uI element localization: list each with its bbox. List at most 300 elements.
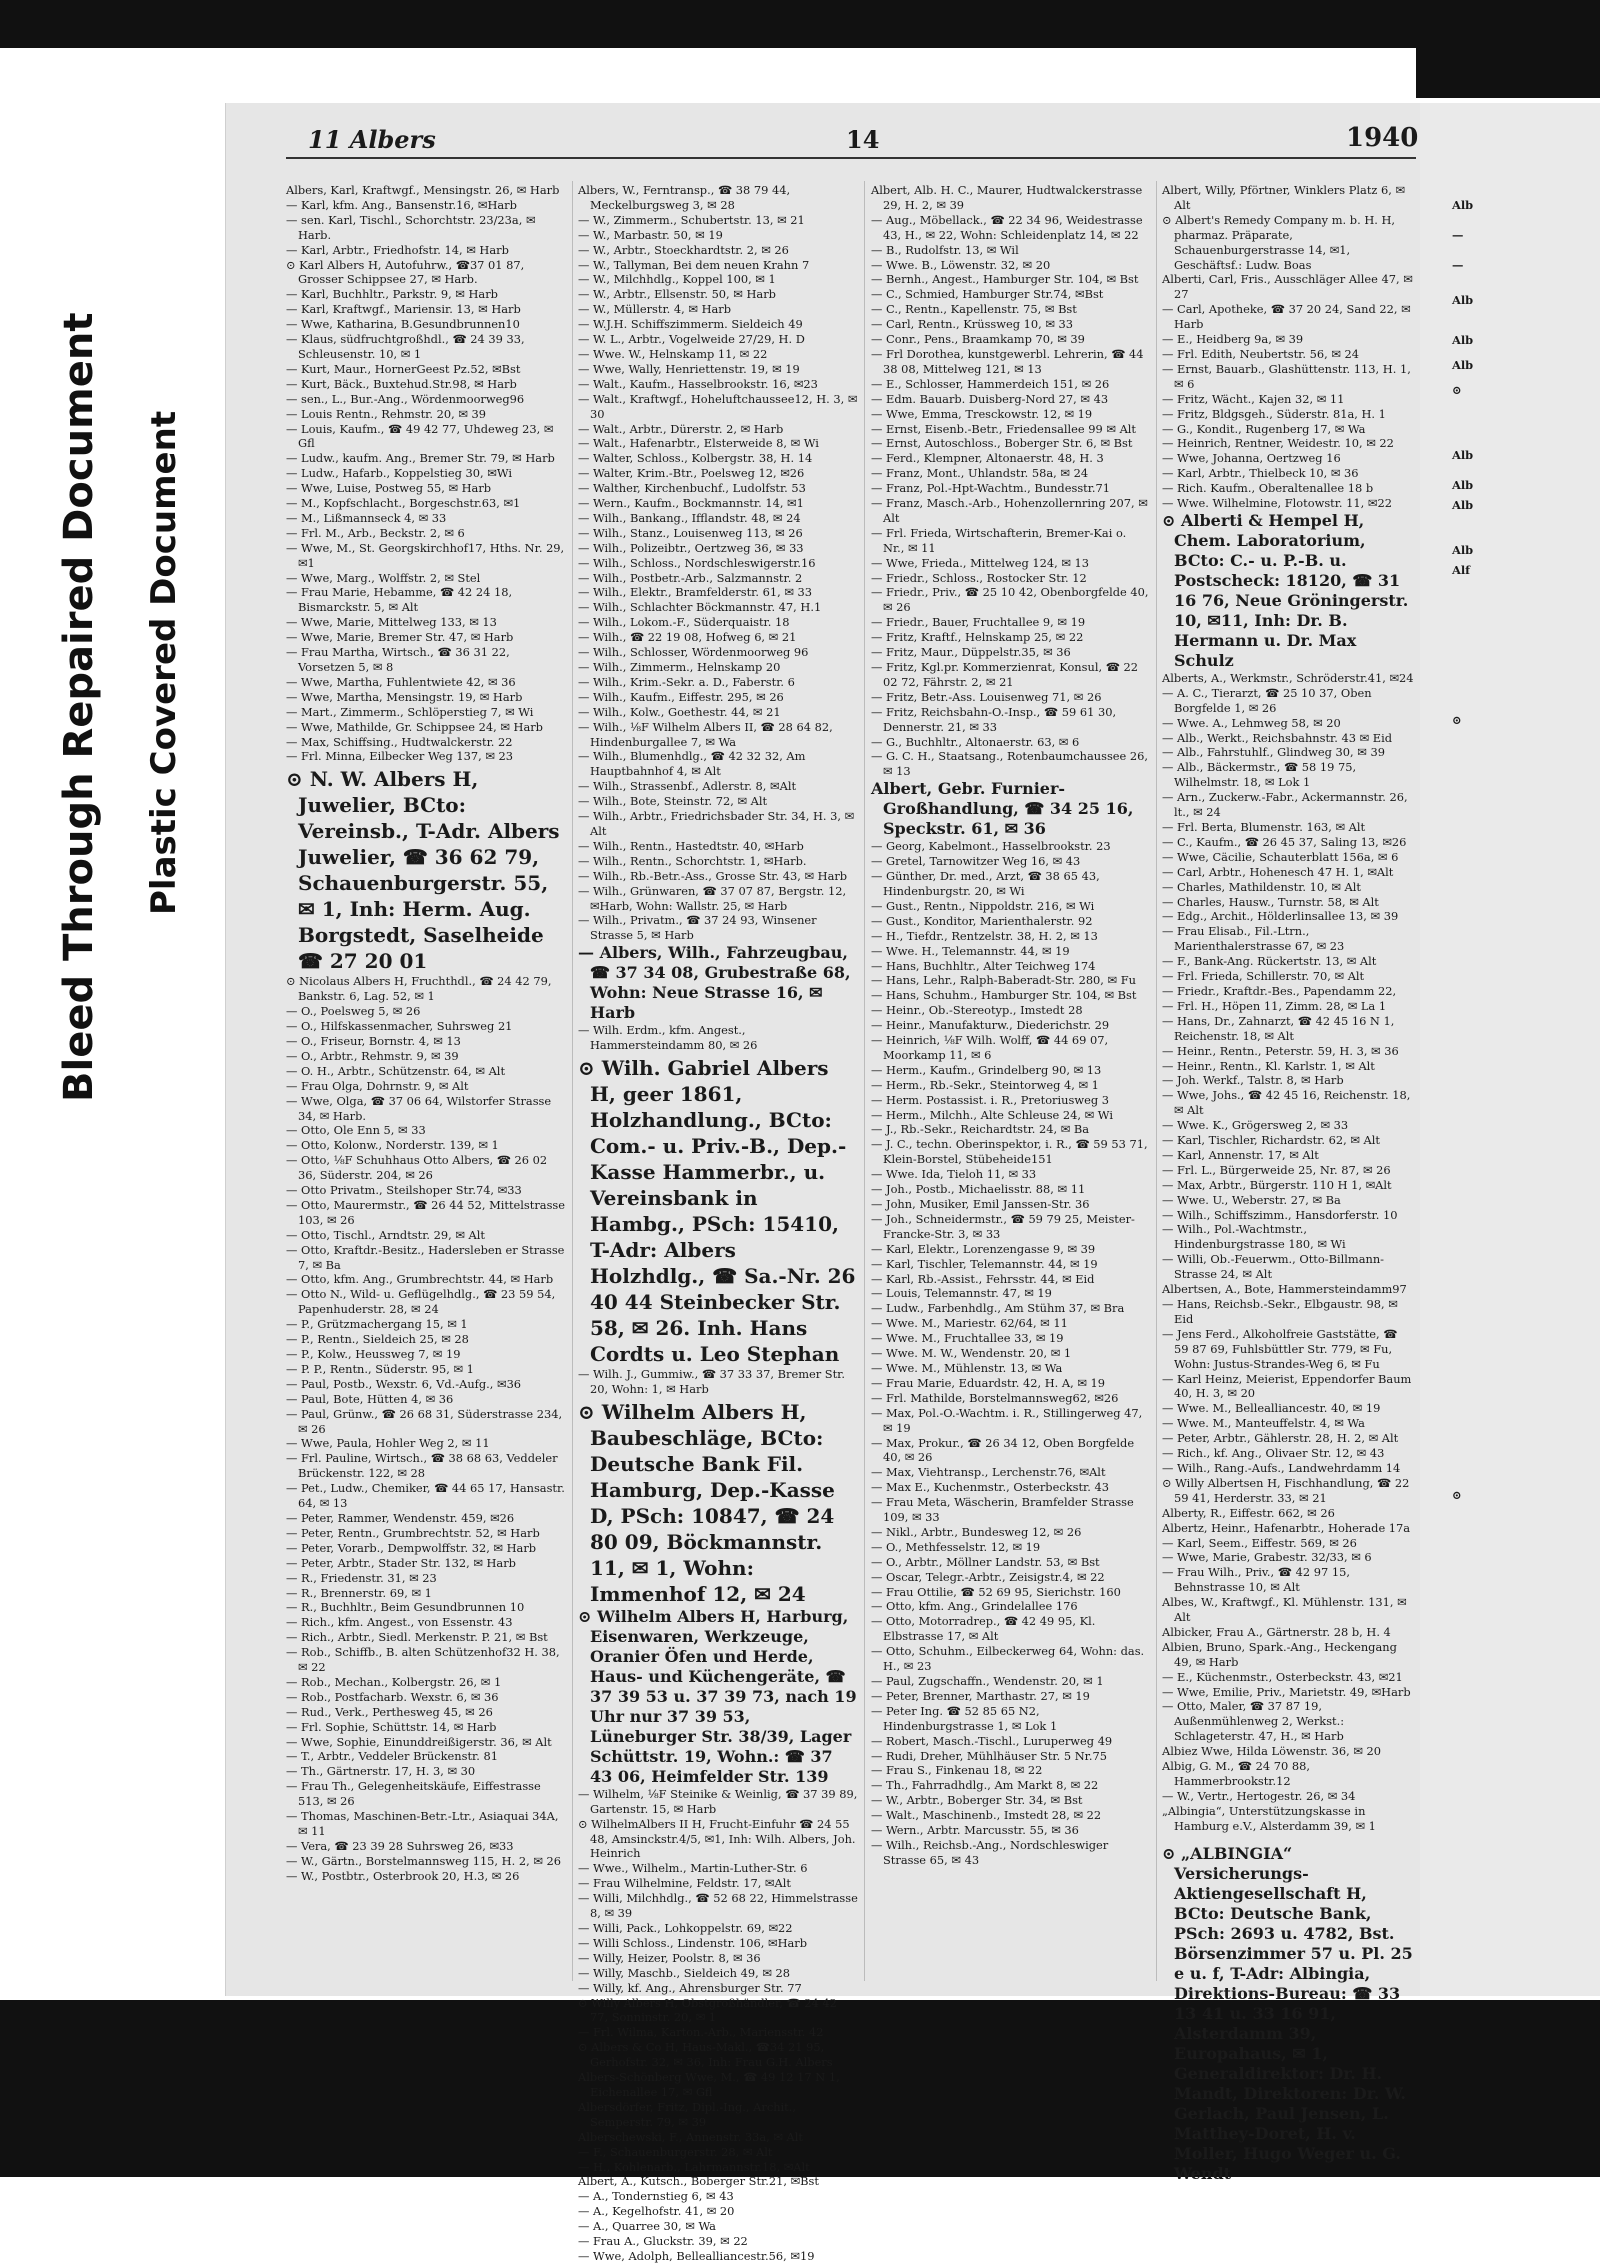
directory-entry: — John, Musiker, Emil Janssen-Str. 36 xyxy=(871,1197,1090,1211)
directory-entry: — Wilh., Elektr., Bramfelderstr. 61, ✉ 33 xyxy=(578,585,812,600)
directory-entry: — Paul, Zugschaffn., Wendenstr. 20, ✉ 1 xyxy=(871,1674,1104,1688)
directory-entry: — Kurt, Maur., HornerGeest Pz.52, ✉Bst xyxy=(286,361,521,376)
directory-entry: — Ernst, Autoschloss., Boberger Str. 6, ✉ Bst xyxy=(871,436,1133,451)
directory-entry: — Wwe. M., Mühlenstr. 13, ✉ Wa xyxy=(871,1360,1063,1375)
directory-entry: Albers, Karl, Kraftwgf., Mensingstr. 26, ✉ Harb xyxy=(286,183,560,197)
directory-entry: — Frau Meta, Wäscherin, Bramfelder Strasse 109, ✉ 33 xyxy=(871,1495,1134,1525)
directory-entry: Alberts, A., Werkmstr., Schröderstr.41, ✉24 xyxy=(1162,670,1414,685)
directory-entry: — Rich., Arbtr., Siedl. Merkenstr. P. 21, ✉ Bst xyxy=(286,1630,548,1645)
directory-entry: — Rich., kf. Ang., Olivaer Str. 12, ✉ 43 xyxy=(1162,1446,1385,1461)
directory-entry: — Wilh., Rentn., Schorchtstr. 1, ✉Harb. xyxy=(578,853,807,868)
directory-entry: — Gust., Rentn., Nippoldstr. 216, ✉ Wi xyxy=(871,898,1095,913)
directory-entry: — P., Rentn., Sieldeich 25, ✉ 28 xyxy=(286,1332,469,1347)
directory-entry: — Th., Fahrradhdlg., Am Markt 8, ✉ 22 xyxy=(871,1778,1099,1793)
facing-page-stub: Alb xyxy=(1452,198,1474,212)
directory-entry: — Alb., Fahrstuhlf., Glindweg 30, ✉ 39 xyxy=(1162,745,1385,760)
directory-entry: — Karl, Elektr., Lorenzengasse 9, ✉ 39 xyxy=(871,1241,1096,1256)
directory-entry: „Albingia“, Unterstützungskasse in Hamburg e.V., Alsterdamm 39, ✉ 1 xyxy=(1162,1803,1376,1833)
directory-entry: — Willi, Pack., Lohkoppelstr. 69, ✉22 xyxy=(578,1921,793,1935)
directory-entry: Albert, Willy, Pförtner, Winklers Platz 6, ✉ Alt xyxy=(1162,183,1406,212)
directory-entry: — Walt., Kraftwgf., Hoheluftchaussee12, H. 3, ✉ 30 xyxy=(578,391,858,421)
directory-entry: — Louis Rentn., Rehmstr. 20, ✉ 39 xyxy=(286,406,487,421)
directory-entry: — A., Quarree 30, ✉ Wa xyxy=(578,2219,716,2234)
directory-entry: — Walt., Hafenarbtr., Elsterweide 8, ✉ Wi xyxy=(578,436,819,451)
directory-entry: — Karl, Buchhltr., Parkstr. 9, ✉ Harb xyxy=(286,287,498,302)
directory-entry: — Carl, Rentn., Krüssweg 10, ✉ 33 xyxy=(871,317,1074,332)
bleed-through-label: Bleed Through Repaired Document xyxy=(56,312,102,1102)
directory-entry: — Wwe, M., St. Georgskirchhof17, Hths. Nr. 29, ✉1 xyxy=(286,540,565,570)
facing-page-stub: ⊙ xyxy=(1452,713,1462,727)
directory-entry: — Max, Schiffsing., Hudtwalckerstr. 22 xyxy=(286,734,513,749)
directory-entry: — Max, Pol.-O.-Wachtm. i. R., Stillingerweg 47, ✉ 19 xyxy=(871,1405,1143,1435)
directory-entry: — W., Marbastr. 50, ✉ 19 xyxy=(578,227,723,242)
directory-entry: — Wilh., Rb.-Betr.-Ass., Grosse Str. 43, ✉ Harb xyxy=(578,868,848,883)
directory-entry: — W., Arbtr., Boberger Str. 34, ✉ Bst xyxy=(871,1793,1083,1808)
directory-entry: — J. C., techn. Oberinspektor, i. R., ☎ 59 53 71, Klein-Borstel, Stübeheide151 xyxy=(871,1137,1148,1167)
directory-entry: — sen. Karl, Tischl., Schorchtstr. 23/23a, ✉ Harb. xyxy=(286,212,536,242)
directory-entry: Albiez Wwe, Hilda Löwenstr. 36, ✉ 20 xyxy=(1162,1744,1382,1759)
directory-entry: — Georg, Kabelmont., Hasselbrookstr. 23 xyxy=(871,839,1111,854)
directory-entry: — Rob., Mechan., Kolbergstr. 26, ✉ 1 xyxy=(286,1674,502,1689)
directory-entry: — Peter, Rentn., Grumbrechtstr. 52, ✉ Harb xyxy=(286,1525,540,1540)
facing-page-stub: Alf xyxy=(1452,563,1471,577)
directory-entry: — Frl. Pauline, Wirtsch., ☎ 38 68 63, Veddeler Brückenstr. 122, ✉ 28 xyxy=(286,1451,558,1481)
header-rule xyxy=(286,157,1416,159)
directory-entry: — Gust., Konditor, Marienthalerstr. 92 xyxy=(871,913,1093,928)
directory-entry: — Wilh., Zimmerm., Helnskamp 20 xyxy=(578,660,781,674)
directory-entry: — W., Tallyman, Bei dem neuen Krahn 7 xyxy=(578,257,810,272)
directory-entry: — Günther, Dr. med., Arzt, ☎ 38 65 43, Hindenburgstr. 20, ✉ Wi xyxy=(871,869,1100,898)
directory-entry: — C., Kaufm., ☎ 26 45 37, Saling 13, ✉26 xyxy=(1162,834,1407,849)
directory-entry: — E., Heidberg 9a, ✉ 39 xyxy=(1162,332,1304,347)
directory-entry: — Wilh., Bote, Steinstr. 72, ✉ Alt xyxy=(578,794,768,809)
directory-entry: — Wwe, Paula, Hohler Weg 2, ✉ 11 xyxy=(286,1436,490,1451)
directory-entry: — Walter, Schloss., Kolbergstr. 38, H. 14 xyxy=(578,451,813,466)
directory-entry: — Heinr., Ob.-Stereotyp., Imstedt 28 xyxy=(871,1003,1083,1018)
directory-entry: — E., Schlosser, Hammerdeich 151, ✉ 26 xyxy=(871,376,1110,391)
directory-entry: — Vera, ☎ 23 39 28 Suhrsweg 26, ✉33 xyxy=(286,1838,514,1853)
directory-entry: — C., Schmied, Hamburger Str.74, ✉Bst xyxy=(871,287,1104,302)
directory-entry: — Otto, Schuhm., Eilbeckerweg 64, Wohn: das. H., ✉ 23 xyxy=(871,1644,1145,1674)
directory-entry: — Karl, Seem., Eiffestr. 569, ✉ 26 xyxy=(1162,1535,1357,1550)
directory-entry: — Thomas, Maschinen-Betr.-Ltr., Asiaquai 34A, ✉ 11 xyxy=(286,1809,559,1838)
directory-entry: — Wwe, Johs., ☎ 42 45 16, Reichenstr. 18, ✉ Alt xyxy=(1162,1088,1411,1118)
directory-entry: — Peter, Brenner, Marthastr. 27, ✉ 19 xyxy=(871,1688,1090,1703)
directory-entry: — Ernst, Bauarb., Glashüttenstr. 113, H. 1, ✉ 6 xyxy=(1162,361,1411,391)
directory-entry: — O., Friseur, Bornstr. 4, ✉ 13 xyxy=(286,1033,461,1048)
directory-entry: — O., Methfesselstr. 12, ✉ 19 xyxy=(871,1539,1041,1554)
top-right-black-tab xyxy=(1416,48,1600,98)
directory-entry: — Wilh., ☎ 22 19 08, Hofweg 6, ✉ 21 xyxy=(578,630,797,645)
directory-entry: Albig, G. M., ☎ 24 70 88, Hammerbrookstr.12 xyxy=(1162,1759,1310,1788)
directory-entry: — H., Tiefdr., Rentzelstr. 38, H. 2, ✉ 13 xyxy=(871,928,1098,943)
directory-entry: — Wwe. U., Weberstr. 27, ✉ Ba xyxy=(1162,1192,1341,1207)
directory-entry: Albersdörfer, Fritz, Dipl.-Ing., Archit., Semperstr. 79, ✉ 39 xyxy=(578,2099,797,2129)
directory-entry: — Frau Wilh., Priv., ☎ 42 97 15, Behnstrasse 10, ✉ Alt xyxy=(1162,1565,1350,1595)
facing-page-stub: — xyxy=(1452,258,1464,272)
directory-entry: — Wwe. M. W., Wendenstr. 20, ✉ 1 xyxy=(871,1346,1072,1361)
directory-entry: — W., Müllerstr. 4, ✉ Harb xyxy=(578,302,732,317)
directory-entry: — Frl. Edith, Neubertstr. 56, ✉ 24 xyxy=(1162,346,1359,361)
directory-entry: — Frl. M., Arb., Beckstr. 2, ✉ 6 xyxy=(286,525,465,540)
directory-entry: — Otto, Kraftdr.-Besitz., Hadersleben er Strasse 7, ✉ Ba xyxy=(286,1242,565,1272)
directory-entry: — G. C. H., Staatsang., Rotenbaumchaussee 26, ✉ 13 xyxy=(871,749,1149,779)
directory-entry: — Wilh., ⅛F Wilhelm Albers II, ☎ 28 64 82, Hindenburgallee 7, ✉ Wa xyxy=(578,719,833,749)
directory-entry: — Frl. Berta, Blumenstr. 163, ✉ Alt xyxy=(1162,820,1366,834)
directory-entry: — Fritz, Maur., Düppelstr.35, ✉ 36 xyxy=(871,645,1071,660)
facing-page-stub: ⊙ xyxy=(1452,1488,1462,1502)
directory-entry: — Karl, Arbtr., Thielbeck 10, ✉ 36 xyxy=(1162,466,1359,481)
directory-entry: — Nikl., Arbtr., Bundesweg 12, ✉ 26 xyxy=(871,1524,1082,1539)
directory-entry: — W., Milchhdlg., Koppel 100, ✉ 1 xyxy=(578,272,776,287)
directory-entry: ⊙ Albert's Remedy Company m. b. H. H, pharmaz. Präparate, Schauenburgerstrasse 14, ✉1, Geschäftsf.: Ludw. Boas xyxy=(1162,212,1396,272)
directory-entry: — Wilh. J., Gummiw., ☎ 37 33 37, Bremer Str. 20, Wohn: 1, ✉ Harb xyxy=(578,1367,845,1396)
directory-entry: — Edg., Archit., Hölderlinsallee 13, ✉ 39 xyxy=(1162,909,1399,924)
directory-entry: — A. C., Tierarzt, ☎ 25 10 37, Oben Borgfelde 1, ✉ 26 xyxy=(1162,685,1372,715)
directory-entry: — Max, Prokur., ☎ 26 34 12, Oben Borgfelde 40, ✉ 26 xyxy=(871,1435,1135,1465)
directory-entry: — Wilh., Strassenbf., Adlerstr. 8, ✉Alt xyxy=(578,779,797,794)
directory-entry: — Ferd., Klempner, Altonaerstr. 48, H. 3 xyxy=(871,451,1104,466)
directory-entry: — Mart., Zimmerm., Schlöperstieg 7, ✉ Wi xyxy=(286,704,534,719)
directory-entry: — Max, Arbtr., Bürgerstr. 110 H 1, ✉Alt xyxy=(1162,1177,1392,1192)
directory-entry: — Aug., Möbellack., ☎ 22 34 96, Weidestrasse 43, H., ✉ 22, Wohn: Schleidenplatz 14, ✉ 22 xyxy=(871,212,1143,242)
plastic-covered-label: Plastic Covered Document xyxy=(144,410,184,915)
directory-entry: — Wilh., Arbtr., Friedrichsbader Str. 34, H. 3, ✉ Alt xyxy=(578,809,855,838)
directory-entry: Albicker, Frau A., Gärtnerstr. 28 b, H. 4 xyxy=(1162,1624,1391,1639)
directory-entry: — Peter, Vorarb., Dempwolffstr. 32, ✉ Harb xyxy=(286,1540,537,1555)
directory-entry: — Friedr., Schloss., Rostocker Str. 12 xyxy=(871,570,1087,585)
directory-entry: Alberti, Carl, Fris., Ausschläger Allee 47, ✉ 27 xyxy=(1162,272,1413,302)
directory-entry: — Wwe, Sophie, Einunddreißigerstr. 36, ✉ Alt xyxy=(286,1734,552,1749)
directory-entry: — Wwe. Wilhelmine, Flotowstr. 11, ✉22 xyxy=(1162,496,1392,511)
directory-entry: — Herm. Postassist. i. R., Pretoriusweg 3 xyxy=(871,1092,1109,1107)
directory-entry: ⊙ Willy Albers H, Obstgroßhändler, ☎ 24 42 77, Sonninstr. 20, ✉ 1 xyxy=(578,1995,837,2025)
directory-entry: — G., Kondit., Rugenberg 17, ✉ Wa xyxy=(1162,421,1366,436)
column-divider xyxy=(1156,181,1157,1981)
directory-entry: — Frl. L., Bürgerweide 25, Nr. 87, ✉ 26 xyxy=(1162,1162,1391,1177)
directory-entry: — Wwe. A., Lehmweg 58, ✉ 20 xyxy=(1162,715,1341,730)
column-divider xyxy=(572,181,573,1981)
directory-entry: — H., Kohlenarb., Lahrmannstr.18, ✉Alt xyxy=(578,2159,810,2174)
directory-entry: — Frau Marie, Eduardstr. 42, H. A, ✉ 19 xyxy=(871,1375,1105,1390)
facing-page-stub: — xyxy=(1452,228,1464,242)
directory-entry: — Willi Schloss., Lindenstr. 106, ✉Harb xyxy=(578,1935,808,1950)
directory-entry: — Peter Ing. ☎ 52 85 65 N2, Hindenburgstrasse 1, ✉ Lok 1 xyxy=(871,1703,1058,1733)
directory-entry: — Wwe, Cäcilie, Schauterblatt 156a, ✉ 6 xyxy=(1162,849,1399,864)
facing-page-stub: Alb xyxy=(1452,478,1474,492)
directory-entry: — Franz, Mont., Uhlandstr. 58a, ✉ 24 xyxy=(871,466,1089,481)
directory-entry: — Wilh., Kolw., Goethestr. 44, ✉ 21 xyxy=(578,704,781,719)
directory-entry: — Wilh., Grünwaren, ☎ 37 07 87, Bergstr. 12, ✉Harb, Wohn: Wallstr. 25, ✉ Harb xyxy=(578,883,847,913)
directory-entry: ⊙ WilhelmAlbers II H, Frucht-Einfuhr ☎ 24 55 48, Amsinckstr.4/5, ✉1, Inh: Wilh. Albers, Joh. Heinrich xyxy=(578,1816,856,1861)
directory-entry: — Willi, Ob.-Feuerwm., Otto-Billmann-Strasse 24, ✉ Alt xyxy=(1162,1252,1384,1282)
directory-entry: — Wilh., Rentn., Hastedtstr. 40, ✉Harb xyxy=(578,838,804,853)
directory-entry: — Wilh., Blumenhdlg., ☎ 42 32 32, Am Hauptbahnhof 4, ✉ Alt xyxy=(578,749,806,779)
directory-entry: — Frau Th., Gelegenheitskäufe, Eiffestrasse 513, ✉ 26 xyxy=(286,1779,541,1809)
directory-entry: — Willy, Heizer, Poolstr. 8, ✉ 36 xyxy=(578,1950,761,1965)
directory-entry: — Frau Marie, Hebamme, ☎ 42 24 18, Bismarckstr. 5, ✉ Alt xyxy=(286,585,513,615)
directory-entry: — Alb., Werkt., Reichsbahnstr. 43 ✉ Eid xyxy=(1162,730,1393,745)
directory-entry: — Friedr., Bauer, Fruchtallee 9, ✉ 19 xyxy=(871,615,1086,630)
directory-entry: — J., Rb.-Sekr., Reichardtstr. 24, ✉ Ba xyxy=(871,1122,1090,1137)
directory-entry: — Wilh., Pol.-Wachtmstr., Hindenburgstrasse 180, ✉ Wi xyxy=(1162,1222,1346,1252)
directory-entry: — M., Lißmannseck 4, ✉ 33 xyxy=(286,510,447,525)
directory-entry: — Otto, Ole Enn 5, ✉ 33 xyxy=(286,1123,426,1138)
directory-entry: — Conr., Pens., Braamkamp 70, ✉ 39 xyxy=(871,332,1085,347)
directory-entry: — P. P., Rentn., Süderstr. 95, ✉ 1 xyxy=(286,1361,474,1376)
directory-entry: — W.J.H. Schiffszimmerm. Sieldeich 49 xyxy=(578,317,803,332)
directory-entry: — Joh., Schneidermstr., ☎ 59 79 25, Meister-Francke-Str. 3, ✉ 33 xyxy=(871,1211,1135,1241)
directory-entry: — Heinrich, ⅛F Wilh. Wolff, ☎ 44 69 07, Moorkamp 11, ✉ 6 xyxy=(871,1033,1109,1062)
directory-entry: — Th., Gärtnerstr. 17, H. 3, ✉ 30 xyxy=(286,1764,476,1779)
directory-entry: — Wwe. B., Löwenstr. 32, ✉ 20 xyxy=(871,257,1051,272)
directory-entry: — E., Küchenmstr., Osterbeckstr. 43, ✉21 xyxy=(1162,1669,1403,1684)
directory-entry: Albertz, Heinr., Hafenarbtr., Hoherade 17a xyxy=(1162,1520,1411,1535)
directory-entry: — Herm., Milchh., Alte Schleuse 24, ✉ Wi xyxy=(871,1107,1113,1122)
directory-entry: — Franz, Masch.-Arb., Hohenzollernring 207, ✉ Alt xyxy=(871,496,1148,525)
directory-entry: — Frl. Sophie, Schüttstr. 14, ✉ Harb xyxy=(286,1719,497,1734)
directory-entry: — Wern., Kaufm., Bockmannstr. 14, ✉1 xyxy=(578,496,804,511)
directory-entry: ⊙ Wilhelm Albers H, Baubeschläge, BCto: Deutsche Bank Fil. Hamburg, Dep.-Kasse D, PSch: 10847, ☎ 24 80 09, Böckmannstr. 11, ✉ 1, Wohn: Immenhof 12, ✉ 24 xyxy=(578,1399,835,1606)
directory-entry: — Karl, Arbtr., Friedhofstr. 14, ✉ Harb xyxy=(286,242,509,257)
directory-entry: — Walther, Kirchenbuchf., Ludolfstr. 53 xyxy=(578,481,806,496)
directory-entry: — Frl. Mathilde, Borstelmannsweg62, ✉26 xyxy=(871,1390,1119,1405)
directory-entry: — Wwe, Mathilde, Gr. Schippsee 24, ✉ Harb xyxy=(286,719,543,734)
directory-entry: — Franz, Pol.-Hpt-Wachtm., Bundesstr.71 xyxy=(871,481,1111,496)
directory-entry: — Peter, Arbtr., Gählerstr. 28, H. 2, ✉ Alt xyxy=(1162,1431,1399,1446)
directory-entry: — Otto, Motorradrep., ☎ 42 49 95, Kl. Elbstrasse 17, ✉ Alt xyxy=(871,1614,1096,1644)
directory-entry: — Frl. Wilma, Karton.-Arb., Mariensstr. 42 xyxy=(578,2025,824,2040)
directory-entry: — Otto Privatm., Steilshoper Str.74, ✉33 xyxy=(286,1183,522,1198)
directory-entry: — Wilh., Privatm., ☎ 37 24 93, Winsener Strasse 5, ✉ Harb xyxy=(578,913,817,943)
directory-entry: — Willy, Maschb., Sieldeich 49, ✉ 28 xyxy=(578,1965,791,1980)
directory-entry: — Ludw., kaufm. Ang., Bremer Str. 79, ✉ Harb xyxy=(286,451,555,466)
directory-entry: — Rob., Schiffb., B. alten Schützenhof32 H. 38, ✉ 22 xyxy=(286,1645,560,1675)
directory-entry: ⊙ Wilhelm Albers H, Harburg, Eisenwaren, Werkzeuge, Oranier Öfen und Herde, Haus- und Küchengeräte, ☎ 37 39 53 u. 37 39 73, nach 19 Uhr nur 37 39 53, Lüneburger Str. 38/39, Lager Schüttstr. 19, Wohn.: ☎ 37 43 06, Heimfelder Str. 139 xyxy=(578,1606,857,1786)
directory-entry: — G., Buchhltr., Altonaerstr. 63, ✉ 6 xyxy=(871,734,1080,749)
directory-entry: ⊙ „ALBINGIA“ Versicherungs-Aktiengesellschaft H, BCto: Deutsche Bank, PSch: 2693 u. 4782, Bst. Börsenzimmer 57 u. Pl. 25 e u. f, T-Adr: Albingia, Direktions-Bureau: ☎ 33 13 41 u. 33 16 91, Alsterdamm 39, Europahaus, ✉ 1, Generaldirektor: Dr. H. Mandt, Direktoren: Dr. W. Gerlach, Paul Jensen, L. Matthey-Doret, H. v. Moller, Hugo Weger u. G. Wendt xyxy=(1162,1843,1413,2183)
directory-entry: — Robert, Masch.-Tischl., Luruperweg 49 xyxy=(871,1733,1113,1748)
directory-entry: ⊙ Karl Albers H, Autofuhrw., ☎37 01 87, Grosser Schippsee 27, ✉ Harb. xyxy=(286,257,525,287)
directory-entry: — Frau A., Gluckstr. 39, ✉ 22 xyxy=(578,2234,748,2249)
directory-entry: — Wilh. Erdm., kfm. Angest., Hammersteindamm 80, ✉ 26 xyxy=(578,1023,758,1053)
directory-entry: — Wwe, Luise, Postweg 55, ✉ Harb xyxy=(286,481,492,496)
directory-entry: — Karl, Tischler, Telemannstr. 44, ✉ 19 xyxy=(871,1256,1098,1271)
directory-entry: — Wwe, Frieda., Mittelweg 124, ✉ 13 xyxy=(871,555,1090,570)
directory-entry: — Wilh., Kaufm., Eiffestr. 295, ✉ 26 xyxy=(578,689,784,704)
directory-entry: — Jens Ferd., Alkoholfreie Gaststätte, ☎ 59 87 69, Fuhlsbüttler Str. 779, ✉ Fu, Wohn: Justus-Strandes-Weg 6, ✉ Fu xyxy=(1162,1326,1398,1371)
directory-entry: — O., Hilfskassenmacher, Suhrsweg 21 xyxy=(286,1019,513,1034)
directory-entry: — R., Buchhltr., Beim Gesundbrunnen 10 xyxy=(286,1600,525,1615)
facing-page-stub: Alb xyxy=(1452,293,1474,307)
directory-entry: — R., Brennerstr. 69, ✉ 1 xyxy=(286,1585,432,1600)
directory-entry: — Wwe. K., Grögersweg 2, ✉ 33 xyxy=(1162,1118,1349,1133)
directory-entry: — Otto, kfm. Ang., Grumbrechtstr. 44, ✉ Harb xyxy=(286,1272,554,1287)
directory-entry: — Wwe, Marie, Bremer Str. 47, ✉ Harb xyxy=(286,630,514,645)
directory-entry: — Friedr., Priv., ☎ 25 10 42, Obenborgfelde 40, ✉ 26 xyxy=(871,585,1149,615)
directory-entry: — Frl. Frieda, Wirtschafterin, Bremer-Kai o. Nr., ✉ 11 xyxy=(871,525,1127,555)
directory-entry: — Hans, Buchhltr., Alter Teichweg 174 xyxy=(871,958,1096,973)
directory-entry: — Otto, kfm. Ang., Grindelallee 176 xyxy=(871,1599,1078,1614)
directory-entry: ⊙ Willy Albertsen H, Fischhandlung, ☎ 22 59 41, Herderstr. 33, ✉ 21 xyxy=(1162,1475,1410,1505)
directory-entry: — F., Bank-Ang. Rückertstr. 13, ✉ Alt xyxy=(1162,954,1377,969)
column-divider xyxy=(864,181,865,1981)
directory-entry: — A., Tondernstieg 6, ✉ 43 xyxy=(578,2189,734,2204)
directory-entry: — Wwe. H., Telemannstr. 44, ✉ 19 xyxy=(871,943,1070,958)
directory-entry: — T., Arbtr., Veddeler Brückenstr. 81 xyxy=(286,1749,498,1764)
directory-page xyxy=(225,103,1421,2263)
directory-entry: — Herm., Kaufm., Grindelberg 90, ✉ 13 xyxy=(871,1062,1102,1077)
directory-entry: — Otto, ⅛F Schuhhaus Otto Albers, ☎ 26 02 36, Süderstr. 204, ✉ 26 xyxy=(286,1153,548,1183)
directory-entry: — Wilh., Stanz., Louisenweg 113, ✉ 26 xyxy=(578,525,803,540)
directory-entry: — Wilh., Reichsb.-Ang., Nordschleswiger Strasse 65, ✉ 43 xyxy=(871,1837,1109,1867)
directory-entry: — Wilh., Schloss., Nordschleswigerstr.16 xyxy=(578,555,816,570)
directory-entry: Albert, Gebr. Furnier-Großhandlung, ☎ 34 25 16, Speckstr. 61, ✉ 36 xyxy=(871,779,1134,839)
directory-entry: — Fritz, Bldgsgeh., Süderstr. 81a, H. 1 xyxy=(1162,406,1386,421)
directory-entry: — Otto, Kolonw., Norderstr. 139, ✉ 1 xyxy=(286,1138,499,1153)
directory-entry: — Wwe, Adolph, Bellealliancestr.56, ✉19 xyxy=(578,2248,815,2263)
directory-entry: — Fritz, Kgl.pr. Kommerzienrat, Konsul, ☎ 22 02 72, Fährstr. 2, ✉ 21 xyxy=(871,660,1139,689)
directory-entry: — Gretel, Tarnowitzer Weg 16, ✉ 43 xyxy=(871,854,1081,869)
directory-entry: — Fritz, Betr.-Ass. Louisenweg 71, ✉ 26 xyxy=(871,689,1102,704)
directory-entry: Albers, W., Ferntransp., ☎ 38 79 44, Meckelburgsweg 3, ✉ 28 xyxy=(578,183,791,212)
directory-entry: — Wilh., Rang.-Aufs., Landwehrdamm 14 xyxy=(1162,1460,1401,1475)
directory-entry: — Wwe, Johanna, Oertzweg 16 xyxy=(1162,451,1341,466)
directory-entry: — Frl. Minna, Eilbecker Weg 137, ✉ 23 xyxy=(286,749,514,764)
directory-entry: — Wwe, Emma, Tresckowstr. 12, ✉ 19 xyxy=(871,406,1093,421)
directory-entry: — Wilh., Polizeibtr., Oertzweg 36, ✉ 33 xyxy=(578,540,804,555)
directory-entry: Alberschewski, F., Annenstr. 33a, ✉ Alt xyxy=(578,2129,803,2144)
directory-entry: — Wwe, Wally, Henriettenstr. 19, ✉ 19 xyxy=(578,361,800,376)
facing-page-stub: Alb xyxy=(1452,543,1474,557)
directory-entry: — W., Vertr., Hertogestr. 26, ✉ 34 xyxy=(1162,1788,1356,1803)
directory-entry: — Wwe. W., Helnskamp 11, ✉ 22 xyxy=(578,346,768,361)
directory-entry: — Frl. Frieda, Schillerstr. 70, ✉ Alt xyxy=(1162,969,1365,984)
directory-entry: Albert, A., Kutsch., Boberger Str.21, ✉Bst xyxy=(578,2174,819,2189)
directory-entry: — Wwe, Katharina, B.Gesundbrunnen10 xyxy=(286,317,520,332)
directory-entry: — Heinr., Rentn., Kl. Karlstr. 1, ✉ Alt xyxy=(1162,1058,1375,1073)
directory-entry: ⊙ Nicolaus Albers H, Fruchthdl., ☎ 24 42 79, Bankstr. 6, Lag. 52, ✉ 1 xyxy=(286,974,552,1004)
directory-entry: — Arn., Zuckerw.-Fabr., Ackermannstr. 26, lt., ✉ 24 xyxy=(1162,790,1408,820)
directory-entry: — Willi, Milchhdlg., ☎ 52 68 22, Himmelstrasse 8, ✉ 39 xyxy=(578,1891,858,1921)
directory-entry: — Willy, kf. Ang., Ahrensburger Str. 77 xyxy=(578,1980,802,1995)
directory-entry: — Wwe. M., Mariestr. 62/64, ✉ 11 xyxy=(871,1316,1068,1331)
directory-entry: — Wilhelm, ⅛F Steinike & Weinlig, ☎ 37 39 89, Gartenstr. 15, ✉ Harb xyxy=(578,1786,858,1816)
directory-entry: — B., Rudolfstr. 13, ✉ Wil xyxy=(871,242,1019,257)
directory-entry: — Bernh., Angest., Hamburger Str. 104, ✉ Bst xyxy=(871,272,1139,287)
directory-entry: — O., Poelsweg 5, ✉ 26 xyxy=(286,1004,421,1019)
directory-entry: — Ernst, Eisenb.-Betr., Friedensallee 99 ✉ Alt xyxy=(871,421,1137,436)
directory-entry: — Wwe, Martha, Fuhlentwiete 42, ✉ 36 xyxy=(286,674,516,689)
directory-entry: — Otto N., Wild- u. Geflügelhdlg., ☎ 23 59 54, Papenhuderstr. 28, ✉ 24 xyxy=(286,1287,556,1317)
directory-entry: — Charles, Mathildenstr. 10, ✉ Alt xyxy=(1162,879,1361,894)
directory-entry: — Wwe. Ida, Tieloh 11, ✉ 33 xyxy=(871,1167,1037,1182)
directory-entry: — Kurt, Bäck., Buxtehud.Str.98, ✉ Harb xyxy=(286,376,517,391)
directory-entry: Albertsen, A., Bote, Hammersteindamm97 xyxy=(1162,1282,1407,1297)
directory-entry: — Friedr., Kraftdr.-Bes., Papendamm 22, xyxy=(1162,983,1397,998)
directory-entry: — Wwe, Marie, Mittelweg 133, ✉ 13 xyxy=(286,615,497,630)
directory-entry: — Paul, Bote, Hütten 4, ✉ 36 xyxy=(286,1391,454,1406)
directory-entry: ⊙ Albers & Co H, Haus-Makl., ☎34 21 95, Gerhofstr. 32, ✉ 36, Inh: Frau G.H. Albers xyxy=(578,2040,833,2070)
directory-entry: — Wilh., Bankang., Ifflandstr. 48, ✉ 24 xyxy=(578,510,801,525)
facing-page-stub: Alb xyxy=(1452,358,1474,372)
directory-entry: — Frl. H., Höpen 11, Zimm. 28, ✉ La 1 xyxy=(1162,998,1387,1013)
directory-entry: — Ludw., Hafarb., Koppelstieg 30, ✉Wi xyxy=(286,466,512,481)
directory-entry: Albers-Schönberg Wwe, M., ☎ 49 12 17 N 1, Eichenallee 17, ✉ Gfl xyxy=(578,2070,840,2099)
directory-entry: — Pet., Ludw., Chemiker, ☎ 44 65 17, Hansastr. 64, ✉ 13 xyxy=(286,1481,565,1511)
directory-entry: — Peter, Arbtr., Stader Str. 132, ✉ Harb xyxy=(286,1555,516,1570)
directory-entry: — Fritz, Wächt., Kajen 32, ✉ 11 xyxy=(1162,391,1345,406)
page-header xyxy=(226,103,1421,155)
directory-entry: — Rudi, Dreher, Mühlhäuser Str. 5 Nr.75 xyxy=(871,1748,1107,1763)
directory-entry: — Frau Wilhelmine, Feldstr. 17, ✉Alt xyxy=(578,1876,791,1891)
directory-entry: Alberty, R., Eiffestr. 662, ✉ 26 xyxy=(1162,1505,1335,1520)
directory-entry: — Wern., Arbtr. Marcusstr. 55, ✉ 36 xyxy=(871,1823,1079,1838)
directory-entry: — Carl, Apotheke, ☎ 37 20 24, Sand 22, ✉ Harb xyxy=(1162,302,1411,332)
directory-entry: — M., Kopfschlacht., Borgeschstr.63, ✉1 xyxy=(286,496,521,511)
directory-entry: — Karl Heinz, Meierist, Eppendorfer Baum 40, H. 3, ✉ 20 xyxy=(1162,1371,1412,1401)
directory-entry: — Karl, kfm. Ang., Bansenstr.16, ✉Harb xyxy=(286,197,517,212)
directory-entry: — O., Arbtr., Möllner Landstr. 53, ✉ Bst xyxy=(871,1554,1100,1569)
facing-page-stub: Alb xyxy=(1452,498,1474,512)
top-left-black-margin xyxy=(0,0,1600,48)
directory-entry: — W., Zimmerm., Schubertstr. 13, ✉ 21 xyxy=(578,212,805,227)
directory-entry: — Wwe. M., Manteuffelstr. 4, ✉ Wa xyxy=(1162,1416,1365,1431)
directory-entry: ⊙ Alberti & Hempel H, Chem. Laboratorium, BCto: C.- u. P.-B. u. Postscheck: 18120, ☎ 31 16 76, Neue Gröningerstr. 10, ✉11, Inh: Dr. B. Hermann u. Dr. Max Schulz xyxy=(1162,510,1409,670)
entry-spacer xyxy=(1162,1834,1414,1844)
directory-entry: — Joh. Werkf., Talstr. 8, ✉ Harb xyxy=(1162,1073,1344,1088)
directory-entry: — Frau Ottilie, ☎ 52 69 95, Sierichstr. 160 xyxy=(871,1584,1121,1599)
directory-entry: — Karl, Kraftwgf., Mariensir. 13, ✉ Harb xyxy=(286,302,521,317)
directory-entry: — Herm., Rb.-Sekr., Steintorweg 4, ✉ 1 xyxy=(871,1077,1099,1092)
directory-entry: — Max, Viehtransp., Lerchenstr.76, ✉Alt xyxy=(871,1465,1106,1480)
directory-entry: — Wwe, Olga, ☎ 37 06 64, Wilstorfer Strasse 34, ✉ Harb. xyxy=(286,1093,552,1123)
column-2 xyxy=(578,183,858,2263)
directory-entry: — Fritz, Kraftf., Helnskamp 25, ✉ 22 xyxy=(871,630,1084,645)
directory-entry: — Otto, Maler, ☎ 37 87 19, Außenmühlenweg 2, Werkst.: Schlageterstr. 47, H., ✉ Harb xyxy=(1162,1699,1345,1744)
directory-entry: — Otto, Tischl., Arndtstr. 29, ✉ Alt xyxy=(286,1227,485,1242)
directory-entry: — Wilh., Schlachter Böckmannstr. 47, H.1 xyxy=(578,600,822,615)
directory-entry: — Rud., Verk., Perthesweg 45, ✉ 26 xyxy=(286,1704,493,1719)
directory-entry: — Frau Olga, Dohrnstr. 9, ✉ Alt xyxy=(286,1078,469,1093)
directory-entry: — Edm. Bauarb. Duisberg-Nord 27, ✉ 43 xyxy=(871,391,1109,406)
directory-entry: Albes, W., Kraftwgf., Kl. Mühlenstr. 131, ✉ Alt xyxy=(1162,1595,1407,1625)
directory-entry: — Walt., Maschinenb., Imstedt 28, ✉ 22 xyxy=(871,1808,1102,1823)
directory-entry: — Wwe., Wilhelm., Martin-Luther-Str. 6 xyxy=(578,1861,808,1876)
directory-entry: — W., Gärtn., Borstelmannsweg 115, H. 2, ✉ 26 xyxy=(286,1853,561,1868)
facing-page-stub: Alb xyxy=(1452,333,1474,347)
directory-entry: — Klaus, südfruchtgroßhdl., ☎ 24 39 33, Schleusenstr. 10, ✉ 1 xyxy=(286,332,525,361)
facing-page-edge xyxy=(1420,103,1600,1996)
directory-entry: — Wilh., Lokom.-F., Süderquaistr. 18 xyxy=(578,615,790,630)
directory-entry: — Hans, Schuhm., Hamburger Str. 104, ✉ Bst xyxy=(871,988,1137,1003)
directory-entry: — Frl Dorothea, kunstgewerbl. Lehrerin, ☎ 44 38 08, Mittelweg 121, ✉ 13 xyxy=(871,346,1144,376)
directory-entry: Albert, Alb. H. C., Maurer, Hudtwalckerstrasse 29, H. 2, ✉ 39 xyxy=(871,183,1143,212)
directory-entry: — Hans, Dr., Zahnarzt, ☎ 42 45 16 N 1, Reichenstr. 18, ✉ Alt xyxy=(1162,1013,1395,1043)
directory-entry: — Carl, Arbtr., Hohenesch 47 H. 1, ✉Alt xyxy=(1162,864,1394,879)
directory-entry: — Oscar, Telegr.-Arbtr., Zeisigstr.4, ✉ 22 xyxy=(871,1569,1105,1584)
facing-page-stub: Alb xyxy=(1452,448,1474,462)
directory-entry: — Alb., Bäckermstr., ☎ 58 19 75, Wilhelmstr. 18, ✉ Lok 1 xyxy=(1162,760,1357,790)
directory-entry: — Wilh., Schiffszimm., Hansdorferstr. 10 xyxy=(1162,1207,1398,1222)
directory-entry: — Rich. Kaufm., Oberaltenallee 18 b xyxy=(1162,481,1374,496)
directory-entry: — Frau Martha, Wirtsch., ☎ 36 31 22, Vorsetzen 5, ✉ 8 xyxy=(286,645,510,674)
directory-entry: — Wwe, Marg., Wolffstr. 2, ✉ Stel xyxy=(286,570,481,585)
header-year: 1940 xyxy=(1346,123,1419,153)
directory-entry: — Wilh., Schlosser, Wördenmoorweg 96 xyxy=(578,645,809,660)
directory-entry: — Karl, Annenstr. 17, ✉ Alt xyxy=(1162,1147,1319,1162)
directory-entry: — W., Arbtr., Stoeckhardtstr. 2, ✉ 26 xyxy=(578,242,789,257)
